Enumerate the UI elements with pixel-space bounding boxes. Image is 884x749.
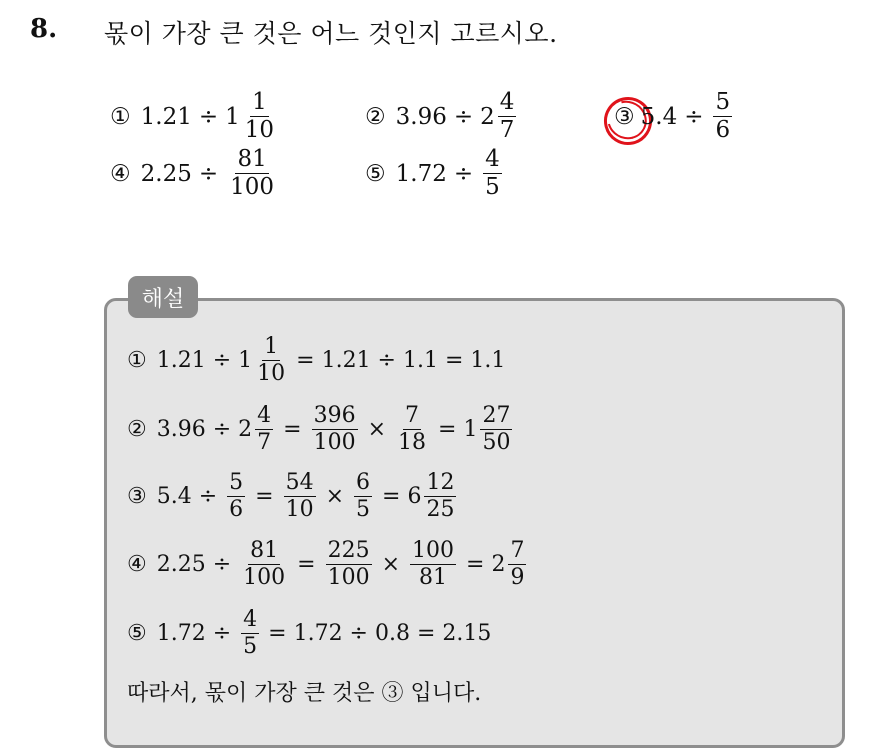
denominator: 50 xyxy=(482,430,511,455)
dividend: 5.4 xyxy=(640,103,678,130)
fraction xyxy=(354,472,372,521)
choice-4[interactable] xyxy=(110,148,279,199)
times-sign: × xyxy=(367,417,387,442)
denominator: 7 xyxy=(499,117,515,143)
numerator: 1 xyxy=(264,334,279,359)
fraction xyxy=(312,405,358,454)
question-number: 8. xyxy=(30,14,58,44)
fraction xyxy=(326,540,372,589)
solution-line-2 xyxy=(127,405,515,454)
times-sign: × xyxy=(325,484,345,509)
denominator: 9 xyxy=(510,565,525,590)
divide-sign: ÷ xyxy=(198,103,219,130)
choice-5[interactable] xyxy=(365,148,505,199)
numerator: 5 xyxy=(229,470,244,495)
fraction xyxy=(255,336,287,385)
denominator: 10 xyxy=(257,361,286,386)
divide-sign: ÷ xyxy=(198,484,218,509)
numerator: 27 xyxy=(482,403,511,428)
fraction xyxy=(410,540,456,589)
solution-marker: ② xyxy=(127,417,147,442)
numerator: 6 xyxy=(356,470,371,495)
equation-rest: = 1.72 ÷ 0.8 = 2.15 xyxy=(268,621,492,646)
divide-sign: ÷ xyxy=(453,103,474,130)
equals-sign: = xyxy=(297,552,316,577)
denominator: 10 xyxy=(285,497,314,522)
fraction xyxy=(396,405,428,454)
mixed-integer: 1 xyxy=(463,417,478,442)
dividend: 2.25 xyxy=(140,160,192,187)
choice-2[interactable] xyxy=(365,91,519,142)
denominator: 10 xyxy=(244,117,275,143)
mixed-integer: 1 xyxy=(225,103,240,130)
solution-marker: ④ xyxy=(127,552,147,577)
choice-3[interactable] xyxy=(614,91,735,142)
dividend: 3.96 xyxy=(156,417,206,442)
solution-line-5 xyxy=(127,609,491,658)
equals-sign: = xyxy=(255,484,274,509)
denominator: 5 xyxy=(356,497,371,522)
choice-marker: ④ xyxy=(110,160,131,187)
solution-label: 해설 xyxy=(128,276,198,318)
mixed-integer: 2 xyxy=(238,417,253,442)
choice-marker: ⑤ xyxy=(365,160,386,187)
fraction xyxy=(227,472,245,521)
solution-conclusion: 따라서, 몫이 가장 큰 것은 ③ 입니다. xyxy=(127,681,482,706)
fraction xyxy=(508,540,526,589)
question-text: 몫이 가장 큰 것은 어느 것인지 고르시오. xyxy=(104,19,558,48)
divide-sign: ÷ xyxy=(198,160,219,187)
numerator: 4 xyxy=(243,607,258,632)
divide-sign: ÷ xyxy=(212,417,232,442)
fraction xyxy=(228,148,276,199)
numerator: 4 xyxy=(257,403,272,428)
dividend: 5.4 xyxy=(156,484,192,509)
denominator: 100 xyxy=(327,565,370,590)
solution-line-4 xyxy=(127,540,529,589)
solution-marker: ③ xyxy=(127,484,147,509)
mixed-integer: 6 xyxy=(407,484,422,509)
times-sign: × xyxy=(381,552,401,577)
denominator: 100 xyxy=(230,174,275,200)
denominator: 25 xyxy=(426,497,455,522)
denominator: 6 xyxy=(229,497,244,522)
equals-sign: = xyxy=(466,552,485,577)
choice-marker: ② xyxy=(365,103,386,130)
numerator: 81 xyxy=(237,146,267,172)
divide-sign: ÷ xyxy=(684,103,704,130)
solution-marker: ① xyxy=(127,348,147,373)
dividend: 1.72 xyxy=(156,621,206,646)
numerator: 81 xyxy=(250,538,279,563)
fraction xyxy=(284,472,316,521)
denominator: 100 xyxy=(313,430,356,455)
fraction xyxy=(713,91,732,142)
mixed-integer: 2 xyxy=(480,103,495,130)
denominator: 18 xyxy=(398,430,427,455)
numerator: 100 xyxy=(412,538,455,563)
denominator: 100 xyxy=(243,565,286,590)
equals-sign: = xyxy=(382,484,401,509)
solution-line-3 xyxy=(127,472,459,521)
denominator: 5 xyxy=(485,174,500,200)
numerator: 5 xyxy=(715,89,731,115)
dividend: 3.96 xyxy=(395,103,447,130)
numerator: 225 xyxy=(327,538,370,563)
denominator: 81 xyxy=(419,565,448,590)
denominator: 7 xyxy=(257,430,272,455)
fraction xyxy=(424,472,456,521)
dividend: 1.72 xyxy=(395,160,447,187)
choice-marker: ① xyxy=(110,103,131,130)
numerator: 1 xyxy=(252,89,267,115)
numerator: 4 xyxy=(485,146,500,172)
divide-sign: ÷ xyxy=(453,160,474,187)
numerator: 12 xyxy=(426,470,455,495)
solution-marker: ⑤ xyxy=(127,621,147,646)
fraction xyxy=(241,609,259,658)
equals-sign: = xyxy=(283,417,302,442)
denominator: 6 xyxy=(715,117,731,143)
fraction xyxy=(498,91,517,142)
numerator: 7 xyxy=(510,538,525,563)
choice-1[interactable] xyxy=(110,91,279,142)
fraction xyxy=(480,405,512,454)
solution-line-1 xyxy=(127,336,505,385)
fraction xyxy=(241,540,287,589)
dividend: 1.21 xyxy=(156,348,206,373)
numerator: 7 xyxy=(405,403,420,428)
fraction xyxy=(243,91,276,142)
choice-marker: ③ xyxy=(614,103,635,130)
mixed-integer: 1 xyxy=(238,348,253,373)
dividend: 2.25 xyxy=(156,552,206,577)
fraction xyxy=(255,405,273,454)
dividend: 1.21 xyxy=(140,103,192,130)
equals-sign: = xyxy=(438,417,457,442)
divide-sign: ÷ xyxy=(212,552,232,577)
mixed-integer: 2 xyxy=(491,552,506,577)
equation-rest: = 1.21 ÷ 1.1 = 1.1 xyxy=(296,348,506,373)
denominator: 5 xyxy=(243,634,258,659)
divide-sign: ÷ xyxy=(212,621,232,646)
numerator: 396 xyxy=(313,403,356,428)
divide-sign: ÷ xyxy=(212,348,232,373)
fraction xyxy=(483,148,502,199)
numerator: 4 xyxy=(499,89,515,115)
numerator: 54 xyxy=(285,470,314,495)
